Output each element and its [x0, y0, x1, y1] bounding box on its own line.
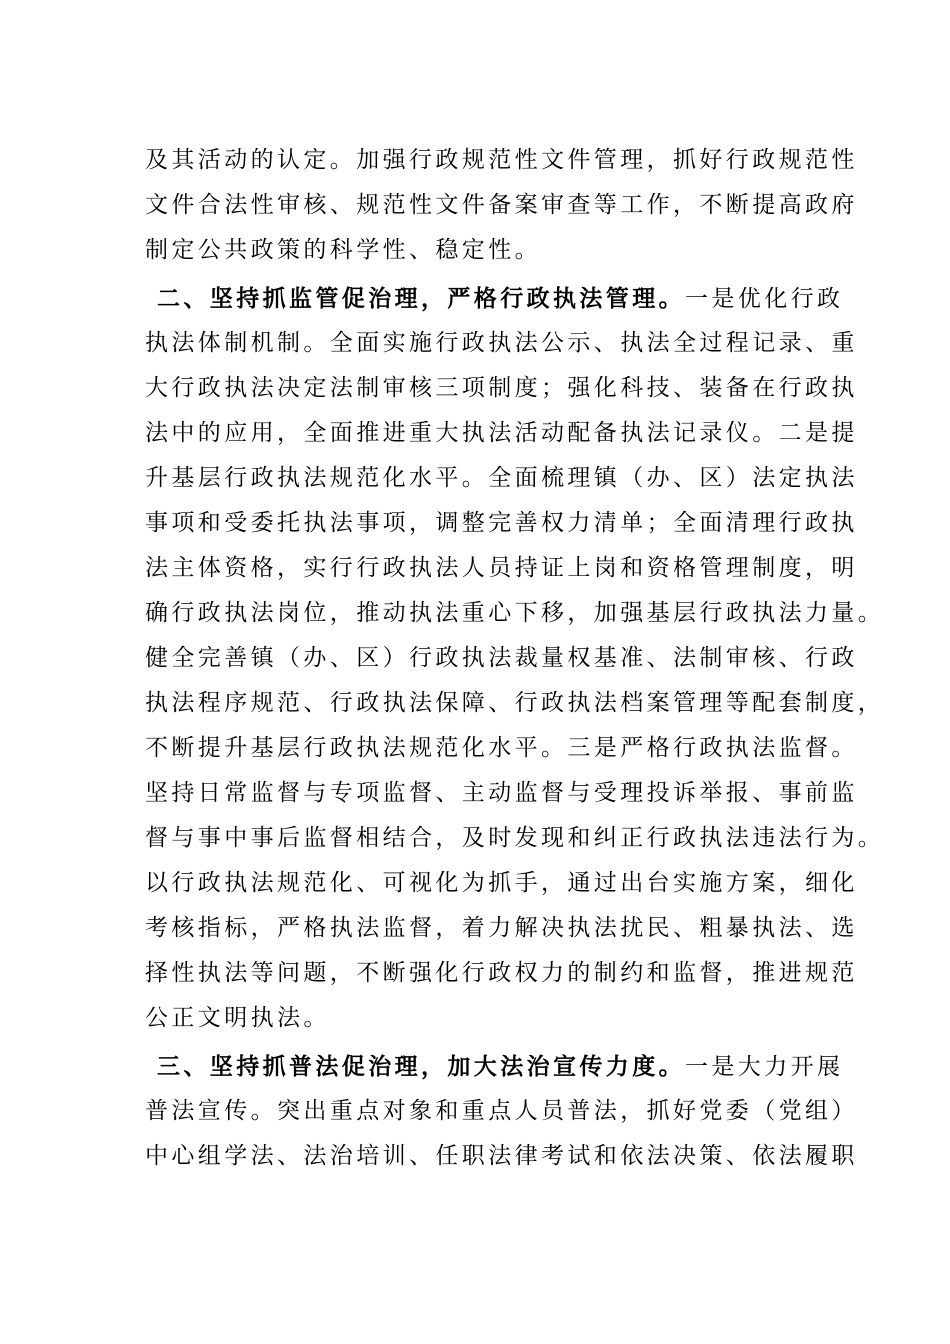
document-body	[145, 138, 885, 1179]
text-line: 普法宣传。突出重点对象和重点人员普法，抓好党委（党组）	[145, 1098, 858, 1124]
text-line: 制定公共政策的科学性、稳定性。	[145, 237, 541, 263]
text-line: 坚持日常监督与专项监督、主动监督与受理投诉举报、事前监	[145, 780, 858, 806]
text-line: 法主体资格，实行行政执法人员持证上岗和资格管理制度，明	[145, 555, 858, 581]
section-3-first-line	[145, 1044, 844, 1089]
text-line: 择性执法等问题，不断强化行政权力的制约和监督，推进规范	[145, 960, 858, 986]
text-line: 公正文明执法。	[145, 1005, 330, 1031]
text-line: 执法体制机制。全面实施行政执法公示、执法全过程记录、重	[145, 330, 858, 356]
text-line: 督与事中事后监督相结合，及时发现和纠正行政执法违法行为。	[145, 825, 885, 851]
text-line: 中心组学法、法治培训、任职法律考试和依法决策、依法履职	[145, 1143, 858, 1169]
text-line: 以行政执法规范化、可视化为抓手，通过出台实施方案，细化	[145, 870, 858, 896]
section-3-heading: 三、坚持抓普法促治理，加大法治宣传力度。	[157, 1053, 685, 1080]
text-line: 确行政执法岗位，推动执法重心下移，加强基层行政执法力量。	[145, 600, 885, 626]
text-line: 执法程序规范、行政执法保障、行政执法档案管理等配套制度，	[145, 690, 885, 716]
text-line: 健全完善镇（办、区）行政执法裁量权基准、法制审核、行政	[145, 645, 858, 671]
text-line: 法中的应用，全面推进重大执法活动配备执法记录仪。二是提	[145, 420, 858, 446]
section-2-lead-text: 一是优化行政	[685, 286, 844, 312]
text-line: 大行政执法决定法制审核三项制度；强化科技、装备在行政执	[145, 375, 858, 401]
text-line: 不断提升基层行政执法规范化水平。三是严格行政执法监督。	[145, 735, 858, 761]
text-line: 事项和受委托执法事项，调整完善权力清单；全面清理行政执	[145, 510, 858, 536]
section-2-first-line	[145, 276, 844, 321]
section-2-heading: 二、坚持抓监管促治理，严格行政执法管理。	[157, 285, 685, 312]
text-line: 考核指标，严格执法监督，着力解决执法扰民、粗暴执法、选	[145, 915, 858, 941]
text-line: 升基层行政执法规范化水平。全面梳理镇（办、区）法定执法	[145, 465, 858, 491]
section-3-lead-text: 一是大力开展	[685, 1054, 844, 1080]
text-line: 及其活动的认定。加强行政规范性文件管理，抓好行政规范性	[145, 147, 858, 173]
text-line: 文件合法性审核、规范性文件备案审查等工作，不断提高政府	[145, 192, 858, 218]
